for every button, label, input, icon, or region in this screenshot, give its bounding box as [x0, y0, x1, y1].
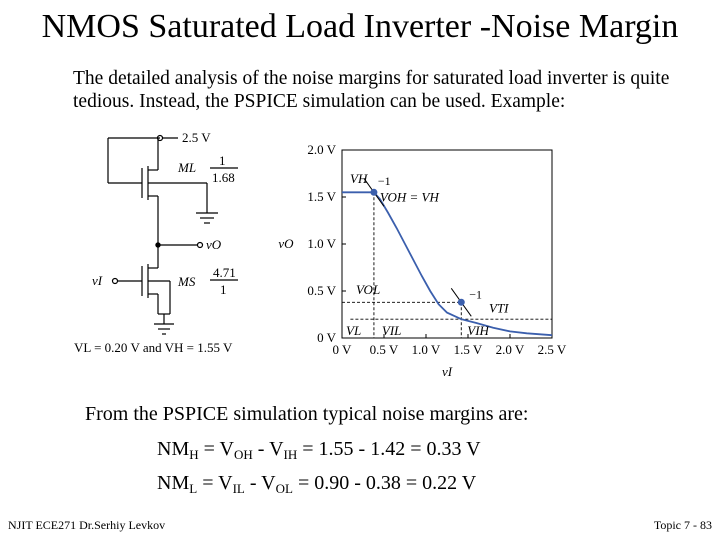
- slope-low-label: −1: [469, 287, 483, 302]
- nmh-equation: $NM_H = V_{OH} - V_{IH} = 1.55 - 1.42 = 0.33$ V: [157, 438, 481, 462]
- footer-page-number: Topic 7 - 83: [653, 518, 712, 532]
- transfer-characteristic-chart: [270, 135, 600, 385]
- x-tick-label: 1.0 V: [411, 342, 441, 357]
- output-node-label: vO: [206, 237, 222, 252]
- x-tick-label: 0.5 V: [369, 342, 399, 357]
- vl-label: VL: [346, 323, 362, 339]
- supply-label: 2.5 V: [182, 130, 211, 145]
- nml-equation: $NM_L = V_{IL} - V_{OL} = 0.90 - 0.38 = 0.22$ V: [157, 472, 477, 496]
- load-ratio-den: 1.68: [212, 170, 235, 185]
- x-tick-label: 2.0 V: [495, 342, 525, 357]
- y-tick-label: 0.5 V: [307, 283, 336, 298]
- inverter-schematic: [70, 128, 280, 358]
- footer-course: NJIT ECE271 Dr.Serhiy Levkov: [8, 518, 166, 532]
- y-axis-label: vO: [278, 236, 294, 251]
- conclusion-text: From the PSPICE simulation typical noise margins are:: [85, 403, 529, 425]
- y-tick-label: 1.5 V: [307, 189, 336, 204]
- vtl-label: VTI: [489, 300, 509, 316]
- x-axis-label: vI: [441, 364, 453, 379]
- switch-ratio-num: 4.71: [213, 265, 236, 280]
- page-title: NMOS Saturated Load Inverter -Noise Margin: [41, 8, 679, 45]
- y-tick-label: 2.0 V: [307, 142, 336, 157]
- load-ratio-num: 1: [219, 153, 226, 168]
- slope-high-label: −1: [377, 173, 391, 188]
- intro-text: The detailed analysis of the noise margins for saturated load inverter is quite tedious. Instead, the PSPICE simulation can be used. Example:: [73, 68, 670, 112]
- point-vol: [458, 299, 465, 306]
- input-node-label: vI: [92, 273, 103, 288]
- voh-label: VOH = VH: [379, 189, 439, 205]
- switch-transistor-label: MS: [178, 274, 196, 289]
- vol-label: VOL: [356, 281, 381, 297]
- x-tick-label: 2.5 V: [537, 342, 567, 357]
- vh-label: VH: [350, 170, 368, 186]
- x-tick-label: 0 V: [332, 342, 352, 357]
- point-voh: [370, 189, 377, 196]
- vil-label: VIL: [381, 323, 402, 339]
- x-tick-label: 1.5 V: [453, 342, 483, 357]
- y-tick-label: 0 V: [317, 330, 336, 345]
- load-transistor-label: ML: [178, 160, 197, 175]
- y-tick-label: 1.0 V: [307, 236, 336, 251]
- switch-ratio-den: 1: [220, 282, 227, 297]
- circuit-caption: VL = 0.20 V and VH = 1.55 V: [74, 340, 233, 355]
- vih-label: VIH: [467, 323, 489, 339]
